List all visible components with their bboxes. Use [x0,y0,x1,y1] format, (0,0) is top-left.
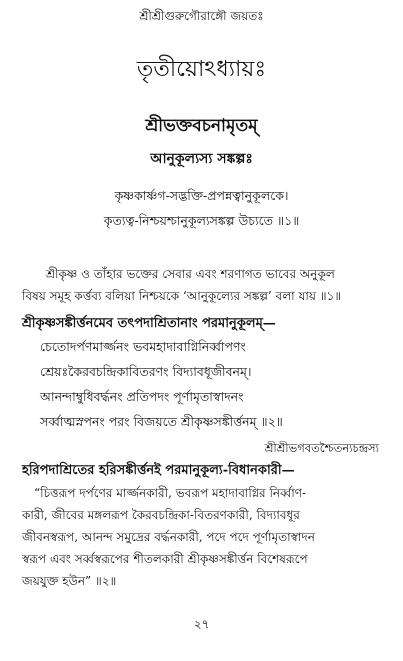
shloka2-line4: সর্ব্বাত্মস্নপনং পরং বিজয়তে শ্রীকৃষ্ণসঙ্কীর্ত্তনম্ ॥২॥ [40,414,283,429]
heading2: শ্রীকৃষ্ণসঙ্কীর্ত্তনমেব তৎপদাশ্রিতানাং পরমানুকূলম্— [22,316,276,331]
book-title: শ্রীভক্তবচনামৃতম্ [145,116,258,136]
paragraph3-line1: “চিত্তরূপ দর্পণের মার্জ্জনকারী, ভবরূপ মহাদাবাগ্নির নির্ব্বাণ- [34,486,307,500]
explanation1-line1: শ্রীকৃষ্ণ ও তাঁহার ভক্তের সেবার এবং শরণাগত ভাবের অনুকূল [46,267,335,281]
attribution: শ্রীশ্রীভগবতশ্চৈতন্যচন্দ্রস্য [264,441,379,455]
section-title: আনুকূল্যস্য সঙ্কল্পঃ [150,151,253,167]
chapter-title: তৃতীয়োঽধ্যায়ঃ [136,57,267,82]
shloka2-line2: শ্রেয়ঃকৈরবচন্দ্রিকাবিতরণং বিদ্যাবধূজীবনম্। [40,364,252,379]
paragraph3-line5: জয়যুক্ত হউন” ॥২॥ [22,574,117,588]
page-number: ২৭ [193,617,210,631]
paragraph3-line3: জীবনস্বরূপ, আনন্দ সমুদ্রের বর্দ্ধনকারী, পদে পদে পূর্ণামৃতাস্বাদন [22,530,315,544]
verse1-line2: কৃত্যত্ব-নিশ্চয়শ্চানুকূল্যসঙ্কল্প উচ্যতে ॥১॥ [103,213,300,228]
shloka2-line1: চেতোদর্পণমার্জ্জনং ভবমহাদাবাগ্নিনির্ব্বাপণং [40,339,246,354]
verse1-line1: কৃষ্ণকার্ষ্ণগ-সদ্ভক্তি-প্রপন্নত্বানুকূলকে। [114,188,289,203]
paragraph3-line4: স্বরূপ এবং সর্ব্বস্বরূপের শীতলকারী শ্রীকৃষ্ণসঙ্কীর্ত্তন বিশেষরূপে [22,552,308,566]
invocation: শ্রীশ্রীগুরুগৌরাঙ্গৌ জয়তঃ [139,9,264,23]
paragraph3-line2: কারী, জীবের মঙ্গলরূপ কৈরবচন্দ্রিকা-বিতরণকারী, বিদ্যাবধূর [22,508,300,522]
heading3: হরিপদাশ্রিতের হরিসঙ্কীর্ত্তনই পরমানুকূল্য-বিধানকারী— [22,463,295,478]
shloka2-line3: আনন্দাম্বুধিবর্দ্ধনং প্রতিপদং পূর্ণামৃতাস্বাদনং [40,389,244,404]
explanation1-line2: বিষয় সমূহ কর্ত্তব্য বলিয়া নিশ্চয়কে ‘আনুকূল্যের সঙ্কল্প’ বলা যায় ॥১॥ [22,289,342,303]
